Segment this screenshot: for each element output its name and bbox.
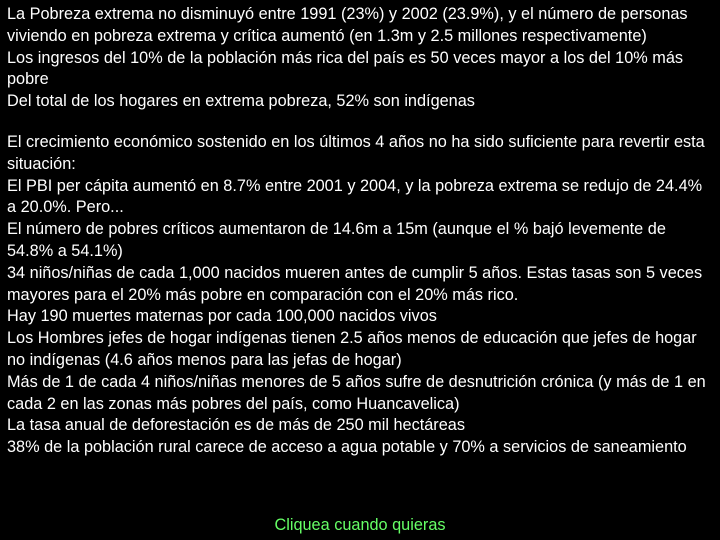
paragraph-indigenous-households: Del total de los hogares en extrema pobreza, 52% son indígenas	[7, 92, 475, 111]
paragraph-income-inequality: Los ingresos del 10% de la población más rica del país es 50 veces mayor a los del 10% más pobre	[7, 48, 684, 89]
paragraph-malnutrition: Más de 1 de cada 4 niños/niñas menores de 5 años sufre de desnutrición crónica (y más de 1 en cada 2 en las zonas más pobres del país, como Huancavelica)	[7, 372, 706, 413]
paragraph-water-sanitation: 38% de la población rural carece de acceso a agua potable y 70% a servicios de saneamiento	[7, 438, 687, 457]
paragraph-gdp-per-capita: El PBI per cápita aumentó en 8.7% entre 2001 y 2004, y la pobreza extrema se redujo de 24.4% a 20.0%. Pero...	[7, 176, 703, 217]
paragraph-growth-insufficient: El crecimiento económico sostenido en los últimos 4 años no ha sido suficiente para revertir esta situación:	[7, 132, 705, 173]
paragraph-critical-poor: El número de pobres críticos aumentaron de 14.6m a 15m (aunque el % bajó levemente de 54.8% a 54.1%)	[7, 220, 666, 260]
paragraph-maternal-deaths: Hay 190 muertes maternas por cada 100,000 nacidos vivos	[7, 307, 437, 326]
paragraph-deforestation: La tasa anual de deforestación es de más de 250 mil hectáreas	[7, 416, 465, 435]
paragraph-education-gap: Los Hombres jefes de hogar indígenas tienen 2.5 años menos de educación que jefes de hogar no indígenas (4.6 años menos para las jefas de hogar)	[7, 329, 697, 369]
paragraph-poverty-stagnation: La Pobreza extrema no disminuyó entre 1991 (23%) y 2002 (23.9%), y el número de personas viviendo en pobreza extrema y crítica aumentó (en 1.3m y 2.5 millones respectivamente)	[7, 5, 688, 45]
slide-content	[7, 4, 713, 459]
section-spacer	[7, 113, 713, 132]
paragraph-child-mortality: 34 niños/niñas de cada 1,000 nacidos mueren antes de cumplir 5 años. Estas tasas son 5 veces mayores para el 20% más pobre en comparación con el 20% más rico.	[7, 263, 703, 304]
click-to-continue-link[interactable]: Cliquea cuando quieras	[274, 516, 446, 534]
